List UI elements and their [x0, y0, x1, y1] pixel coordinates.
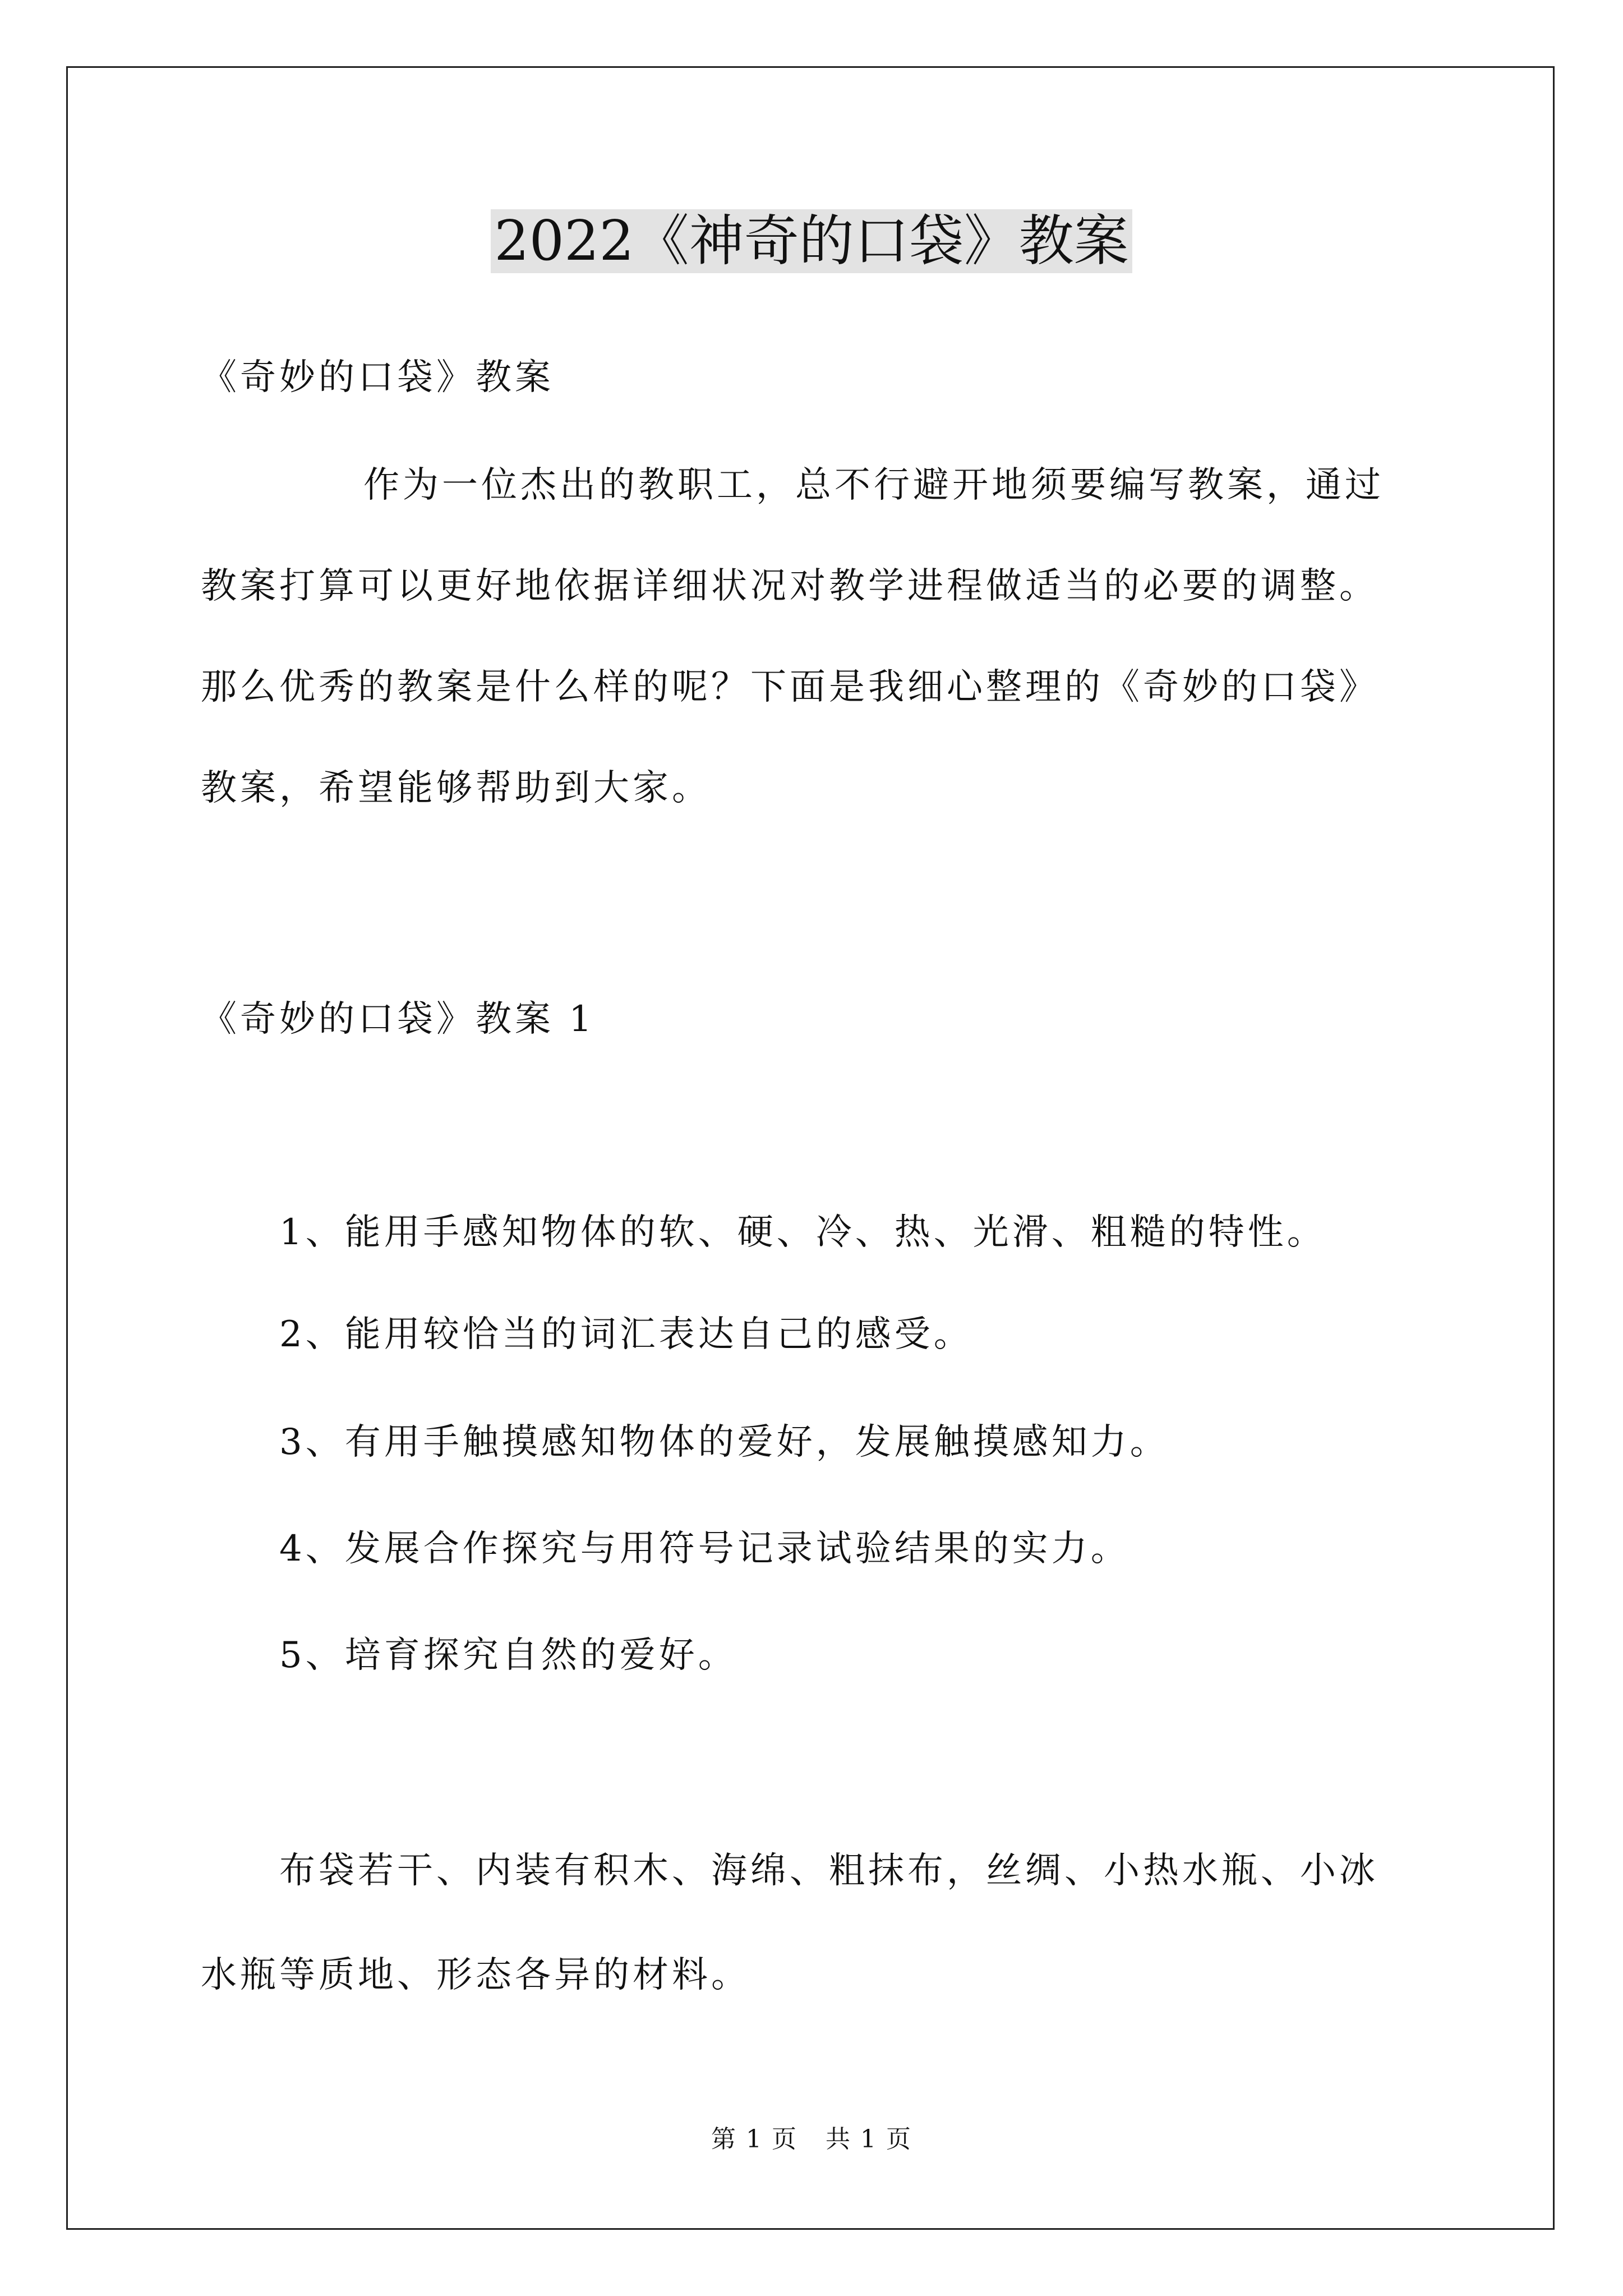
- intro-line-1: 作为一位杰出的教职工，总不行避开地须要编写教案，通过: [363, 464, 1384, 506]
- goal-item-4: 4、发展合作探究与用符号记录试验结果的实力。: [279, 1528, 1130, 1570]
- materials-line-1: 布袋若干、内装有积木、海绵、粗抹布，丝绸、小热水瓶、小冰: [279, 1850, 1378, 1892]
- goal-item-1: 1、能用手感知物体的软、硬、冷、热、光滑、粗糙的特性。: [279, 1212, 1326, 1253]
- document-title-text: 2022《神奇的口袋》教案: [491, 209, 1132, 273]
- goal-item-3: 3、有用手触摸感知物体的爱好，发展触摸感知力。: [279, 1421, 1169, 1463]
- document-title: [0, 202, 1623, 280]
- materials-line-2: 水瓶等质地、形态各异的材料。: [201, 1954, 750, 1996]
- intro-line-2: 教案打算可以更好地依据详细状况对教学进程做适当的必要的调整。: [201, 565, 1378, 607]
- page-number: 第 1 页: [711, 2125, 797, 2154]
- subtitle: 《奇妙的口袋》教案: [201, 357, 554, 398]
- intro-line-4: 教案，希望能够帮助到大家。: [201, 767, 711, 809]
- intro-line-3: 那么优秀的教案是什么样的呢？下面是我细心整理的《奇妙的口袋》: [201, 666, 1378, 708]
- goal-item-2: 2、能用较恰当的词汇表达自己的感受。: [279, 1314, 973, 1355]
- page-footer: [0, 2123, 1623, 2156]
- section-heading: 《奇妙的口袋》教案 1: [201, 999, 596, 1040]
- goal-item-5: 5、培育探究自然的爱好。: [279, 1635, 737, 1676]
- page-total: 共 1 页: [826, 2125, 912, 2154]
